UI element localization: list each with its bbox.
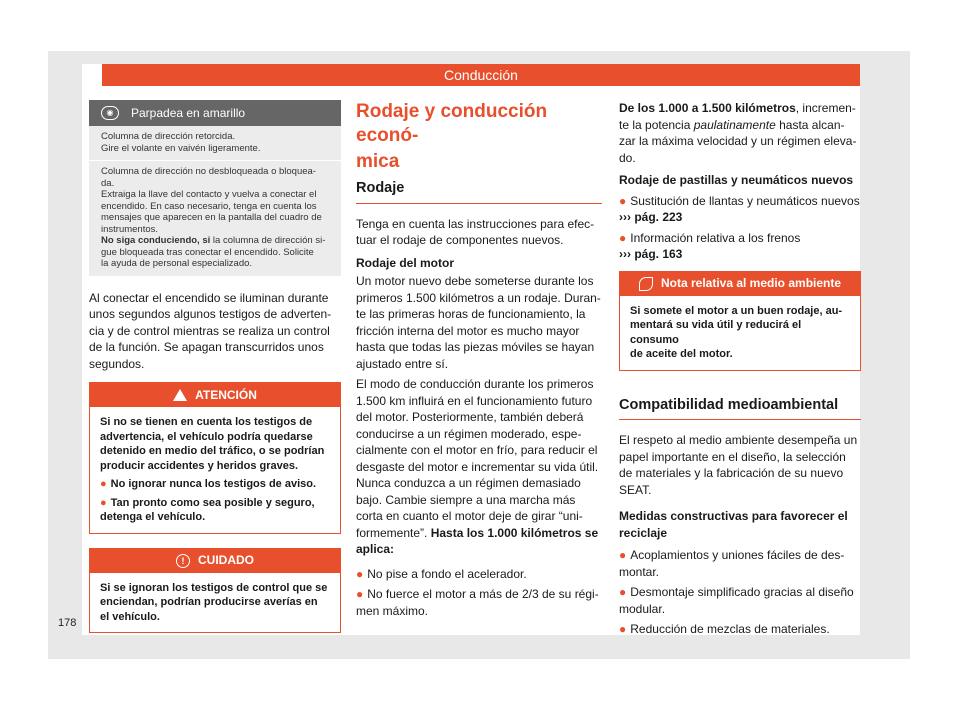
cuidado-header — [90, 549, 340, 573]
bullet-icon: ● — [619, 622, 627, 636]
row-text: mensajes que aparecen en la pantalla del cuadro de — [101, 212, 322, 223]
atencion-body: Si no se tienen en cuenta los testigos de advertencia, el vehículo podría quedarse detenido en medio del tráfico, o se podrían producir accidentes y heridos graves. ● No ignorar nunca los testigos de aviso. ● Tan pronto como sea posible y seguro, detenga el vehículo. — [90, 407, 340, 533]
section-header: Conducción — [102, 64, 860, 86]
rodaje-intro: Tenga en cuenta las instrucciones para efec- tuar el rodaje de componentes nuevos. — [356, 216, 595, 247]
warning-table-header — [89, 100, 341, 126]
environment-note-header — [620, 272, 860, 296]
row-text: Columna de dirección retorcida. — [101, 131, 236, 142]
list-item: ● Acoplamientos y uniones fáciles de des- montar. — [619, 548, 845, 579]
list-item: ● Información relativa a los frenos ››› pág. 163 — [619, 230, 801, 261]
list-item: ● Sustitución de llantas y neumáticos nuevos ››› pág. 223 — [619, 193, 860, 224]
bullet-icon: ● — [619, 548, 627, 562]
environment-note-box — [619, 271, 861, 371]
page-reference-link[interactable]: ››› pág. 163 — [619, 247, 683, 261]
row-text: gue bloqueada tras conectar el encendido. Solicite — [101, 246, 314, 258]
environment-note-title: Nota relativa al medio ambiente — [660, 276, 842, 291]
medidas-heading: Medidas constructivas para favorecer el reciclaje — [619, 509, 848, 540]
cuidado-box — [89, 548, 341, 634]
subsection-title: Rodaje — [356, 180, 602, 204]
list-item: ● No ignorar nunca los testigos de aviso. — [100, 478, 317, 490]
column-1 — [89, 100, 341, 633]
bullet-icon: ● — [619, 230, 627, 245]
atencion-header — [90, 383, 340, 407]
cuidado-body: Si se ignoran los testigos de control que se enciendan, podrían producirse averías en el vehículo. — [100, 581, 328, 623]
row-text: instrumentos. — [101, 223, 159, 235]
column-3 — [619, 100, 861, 638]
warning-table-row — [89, 126, 341, 160]
bullet-icon: ● — [619, 585, 627, 599]
section-title: Rodaje y conducción econó- mica — [356, 101, 548, 172]
compat-paragraph: El respeto al medio ambiente desempeña un papel importante en el diseño, la selección de materiales y la fabricación de su nuevo SEAT. — [619, 433, 858, 497]
info-circle-icon: ! — [176, 554, 190, 568]
atencion-box — [89, 382, 341, 534]
cuidado-title: CUIDADO — [198, 553, 254, 568]
motor-heading: Rodaje del motor — [356, 255, 455, 270]
bullet-icon: ● — [356, 587, 364, 601]
row-bold-text: No siga conduciendo, si — [101, 235, 211, 246]
row-text: Columna de dirección no desbloqueada o bloquea- — [101, 166, 316, 177]
motor-paragraph: Un motor nuevo debe someterse durante los primeros 1.500 kilómetros a un rodaje. Duran- te las primeras horas de funcionamiento, la fricción interna del motor es mucho mayor hasta que todas las piezas móviles se hayan ajustado entre sí. — [356, 274, 601, 371]
list-item: ● Tan pronto como sea posible y seguro, — [100, 496, 315, 509]
compat-title: Compatibilidad medioambiental — [619, 397, 861, 421]
intro-paragraph: Al conectar el encendido se iluminan durante unos segundos algunos testigos de adverten- cia y de control mientras se realiza un control de la función. Se apagan transcurridos unos segundos. — [89, 290, 332, 371]
modo-paragraph: El modo de conducción durante los primeros 1.500 km influirá en el funcionamiento futuro del motor. Posteriormente, también deberá conducirse a un régimen moderado, espe- cialmente con el motor en frío, para reducir el desgaste del motor e incrementar su vida útil. Nunca conduzca a un régimen demasiado bajo. Cambie siempre a una marcha más corta en cuanto el motor deje de girar “uni- formemente”. Hasta los 1.000 kilómetros se aplica: — [356, 377, 599, 556]
leaf-icon — [639, 277, 653, 291]
bullet-icon: ● — [100, 496, 107, 509]
row-text: Gire el volante en vaivén ligeramente. — [101, 142, 261, 154]
page-number: 178 — [58, 617, 77, 629]
list-item: ● No fuerce el motor a más de 2/3 de su régi- men máximo. — [356, 587, 599, 618]
row-text-part: la columna de dirección si- — [210, 235, 326, 246]
steering-lock-icon: ◉ — [101, 106, 119, 120]
list-item: ● Desmontaje simplificado gracias al diseño modular. — [619, 585, 854, 616]
row-text: la ayuda de personal especializado. — [101, 258, 253, 269]
list-item: ● No pise a fondo el acelerador. — [356, 566, 527, 581]
bullet-icon: ● — [100, 478, 107, 490]
warning-table-row — [89, 160, 341, 276]
pastillas-heading: Rodaje de pastillas y neumáticos nuevos — [619, 173, 854, 187]
environment-note-body: Si somete el motor a un buen rodaje, au- mentará su vida útil y reducirá el consumo de aceite del motor. — [630, 304, 843, 360]
row-text: Extraiga la llave del contacto y vuelva a conectar el — [101, 189, 317, 200]
atencion-title: ATENCIÓN — [195, 387, 257, 402]
bullet-icon: ● — [356, 566, 364, 581]
row-text — [101, 235, 333, 247]
column-2 — [356, 100, 602, 619]
bullet-icon: ● — [619, 193, 627, 208]
page-reference-link[interactable]: ››› pág. 223 — [619, 210, 683, 224]
row-text: encendido. En caso necesario, tenga en cuenta los — [101, 200, 317, 212]
warning-triangle-icon — [173, 389, 187, 401]
list-item: ● Reducción de mezclas de materiales. — [619, 622, 830, 636]
row-text: da. — [101, 177, 115, 189]
rodaje-continued: De los 1.000 a 1.500 kilómetros, incremen- te la potencia paulatinamente hasta alcan- zar la máxima velocidad y un régimen eleva- do. — [619, 101, 857, 165]
warning-table-title: Parpadea en amarillo — [131, 105, 246, 120]
